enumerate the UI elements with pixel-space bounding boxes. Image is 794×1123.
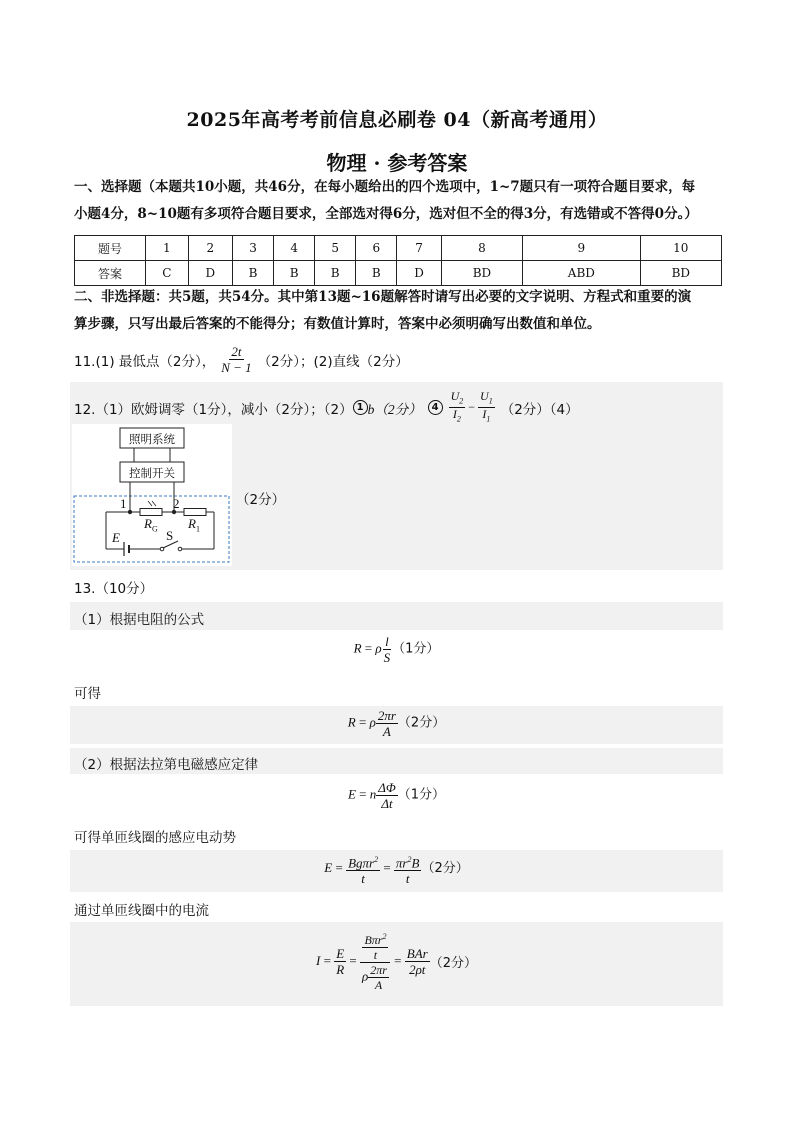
table-cell: 4 xyxy=(274,236,315,261)
table-cell: 6 xyxy=(356,236,397,261)
switch-label: S xyxy=(166,528,174,543)
table-cell: 10 xyxy=(640,236,721,261)
circled-number: 4 xyxy=(428,400,443,415)
q11-answer xyxy=(74,344,409,375)
table-cell: D xyxy=(188,261,232,286)
photoresistor-rg xyxy=(140,509,162,516)
table-cell: D xyxy=(397,261,441,286)
score-label: （1分） xyxy=(392,641,440,657)
page-subtitle: 物理 · 参考答案 xyxy=(326,151,468,175)
table-cell: 2 xyxy=(188,236,232,261)
section2-instructions xyxy=(74,284,730,338)
table-cell: 5 xyxy=(315,236,356,261)
table-cell: B xyxy=(233,261,274,286)
q12-expression: $\frac{U_2}{I_2}$ − $\frac{U_1}{I_1}$ xyxy=(450,389,493,424)
table-cell: BD xyxy=(441,261,522,286)
table-cell: 7 xyxy=(397,236,441,261)
formula-current: I = $\frac{E}{R}$ = $\frac{B\pi r^2}{t}$ ρ $\frac{2\pi r}{A}$ = $\frac{\text{BAr}}{2\rho t}$ （2分） xyxy=(316,932,477,992)
q12-answer xyxy=(74,390,579,426)
fraction-denominator: N − 1 xyxy=(221,360,252,375)
table-row xyxy=(75,261,722,286)
section1-line2: 小题4分，8~10题有多项符合题目要求，全部选对得6分，选对但不全的得3分，有选错或不答得0分。） xyxy=(74,206,698,222)
battery-label: E xyxy=(112,530,120,545)
q13-then1: 可得 xyxy=(74,686,101,702)
section1-line1: 一、选择题（本题共10小题，共46分，在每小题给出的四个选项中，1~7题只有一项符合题目要求，每 xyxy=(74,179,696,195)
table-cell: B xyxy=(315,261,356,286)
answer-table xyxy=(74,235,722,286)
node-1-label: 1 xyxy=(120,496,127,511)
score-label: （2分） xyxy=(429,955,477,971)
formula-faraday: E = n $\frac{\Delta\Phi}{\Delta t}$ （1分） xyxy=(347,780,446,811)
circuit-diagram xyxy=(72,424,232,566)
q13-step2: （2）根据法拉第电磁感应定律 xyxy=(74,757,259,773)
score-label: （2分） xyxy=(421,861,469,877)
section1-instructions xyxy=(74,174,730,228)
circuit-score: （2分） xyxy=(236,492,286,508)
section2-line1: 二、非选择题：共5题，共54分。其中第13题~16题解答时请写出必要的文字说明、方程式和重要的演 xyxy=(74,289,692,305)
table-cell: BD xyxy=(640,261,721,286)
table-cell: 9 xyxy=(523,236,641,261)
circled-number: 1 xyxy=(353,400,368,415)
q11-fraction xyxy=(219,344,253,375)
q13-then3: 通过单匝线圈中的电流 xyxy=(74,903,209,919)
node-2-label: 2 xyxy=(173,496,180,511)
table-cell: 3 xyxy=(233,236,274,261)
table-cell: B xyxy=(274,261,315,286)
resistor-r1 xyxy=(184,509,206,516)
q11-suffix: （2分）；(2)直线（2分） xyxy=(257,353,409,370)
formula-emf: E = $\frac{Bg\pi r^2}{t}$ = $\frac{\pi r^2B}{t}$ （2分） xyxy=(70,852,723,886)
q13-header: 13.（10分） xyxy=(74,581,154,597)
score-label: （2分） xyxy=(397,715,446,731)
rg-label: $R_G$ xyxy=(144,516,158,534)
table-cell: 1 xyxy=(146,236,189,261)
table-cell: C xyxy=(146,261,189,286)
table-row xyxy=(75,236,722,261)
formula-resistance: R = ρ $\frac{l}{S}$ （1分） xyxy=(353,634,440,665)
r1-label: $R_1$ xyxy=(188,516,200,534)
page-title: 2025年高考考前信息必刷卷 04（新高考通用） xyxy=(186,109,608,131)
lighting-system-label: 照明系统 xyxy=(129,432,175,446)
table-row-label: 答案 xyxy=(75,261,146,286)
q12-score: （2分）（4） xyxy=(500,401,579,418)
fraction-numerator: 2t xyxy=(231,344,242,359)
table-cell: 8 xyxy=(441,236,522,261)
control-switch-label: 控制开关 xyxy=(129,466,175,480)
q11-prefix: 11.(1) 最低点（2分）， xyxy=(74,353,216,370)
formula-r-derived: R = ρ $\frac{2\pi r}{A}$ （2分） xyxy=(347,708,446,739)
table-cell: B xyxy=(356,261,397,286)
table-row-label: 题号 xyxy=(75,236,146,261)
q13-then2: 可得单匝线圈的感应电动势 xyxy=(74,830,236,846)
q12-prefix: 12.（1）欧姆调零（1分），减小（2分）；（2） xyxy=(74,401,353,418)
fraction-u2-i2: $\frac{U_2}{I_2}$ xyxy=(450,389,464,424)
q13-step1: （1）根据电阻的公式 xyxy=(74,612,205,628)
table-cell: ABD xyxy=(523,261,641,286)
section2-line2: 算步骤，只写出最后答案的不能得分；有数值计算时，答案中必须明确写出数值和单位。 xyxy=(74,316,601,332)
score-label: （1分） xyxy=(397,787,446,803)
fraction-u1-i1: $\frac{U_1}{I_1}$ xyxy=(480,389,493,424)
q12-part1: b（2分） xyxy=(367,401,422,417)
